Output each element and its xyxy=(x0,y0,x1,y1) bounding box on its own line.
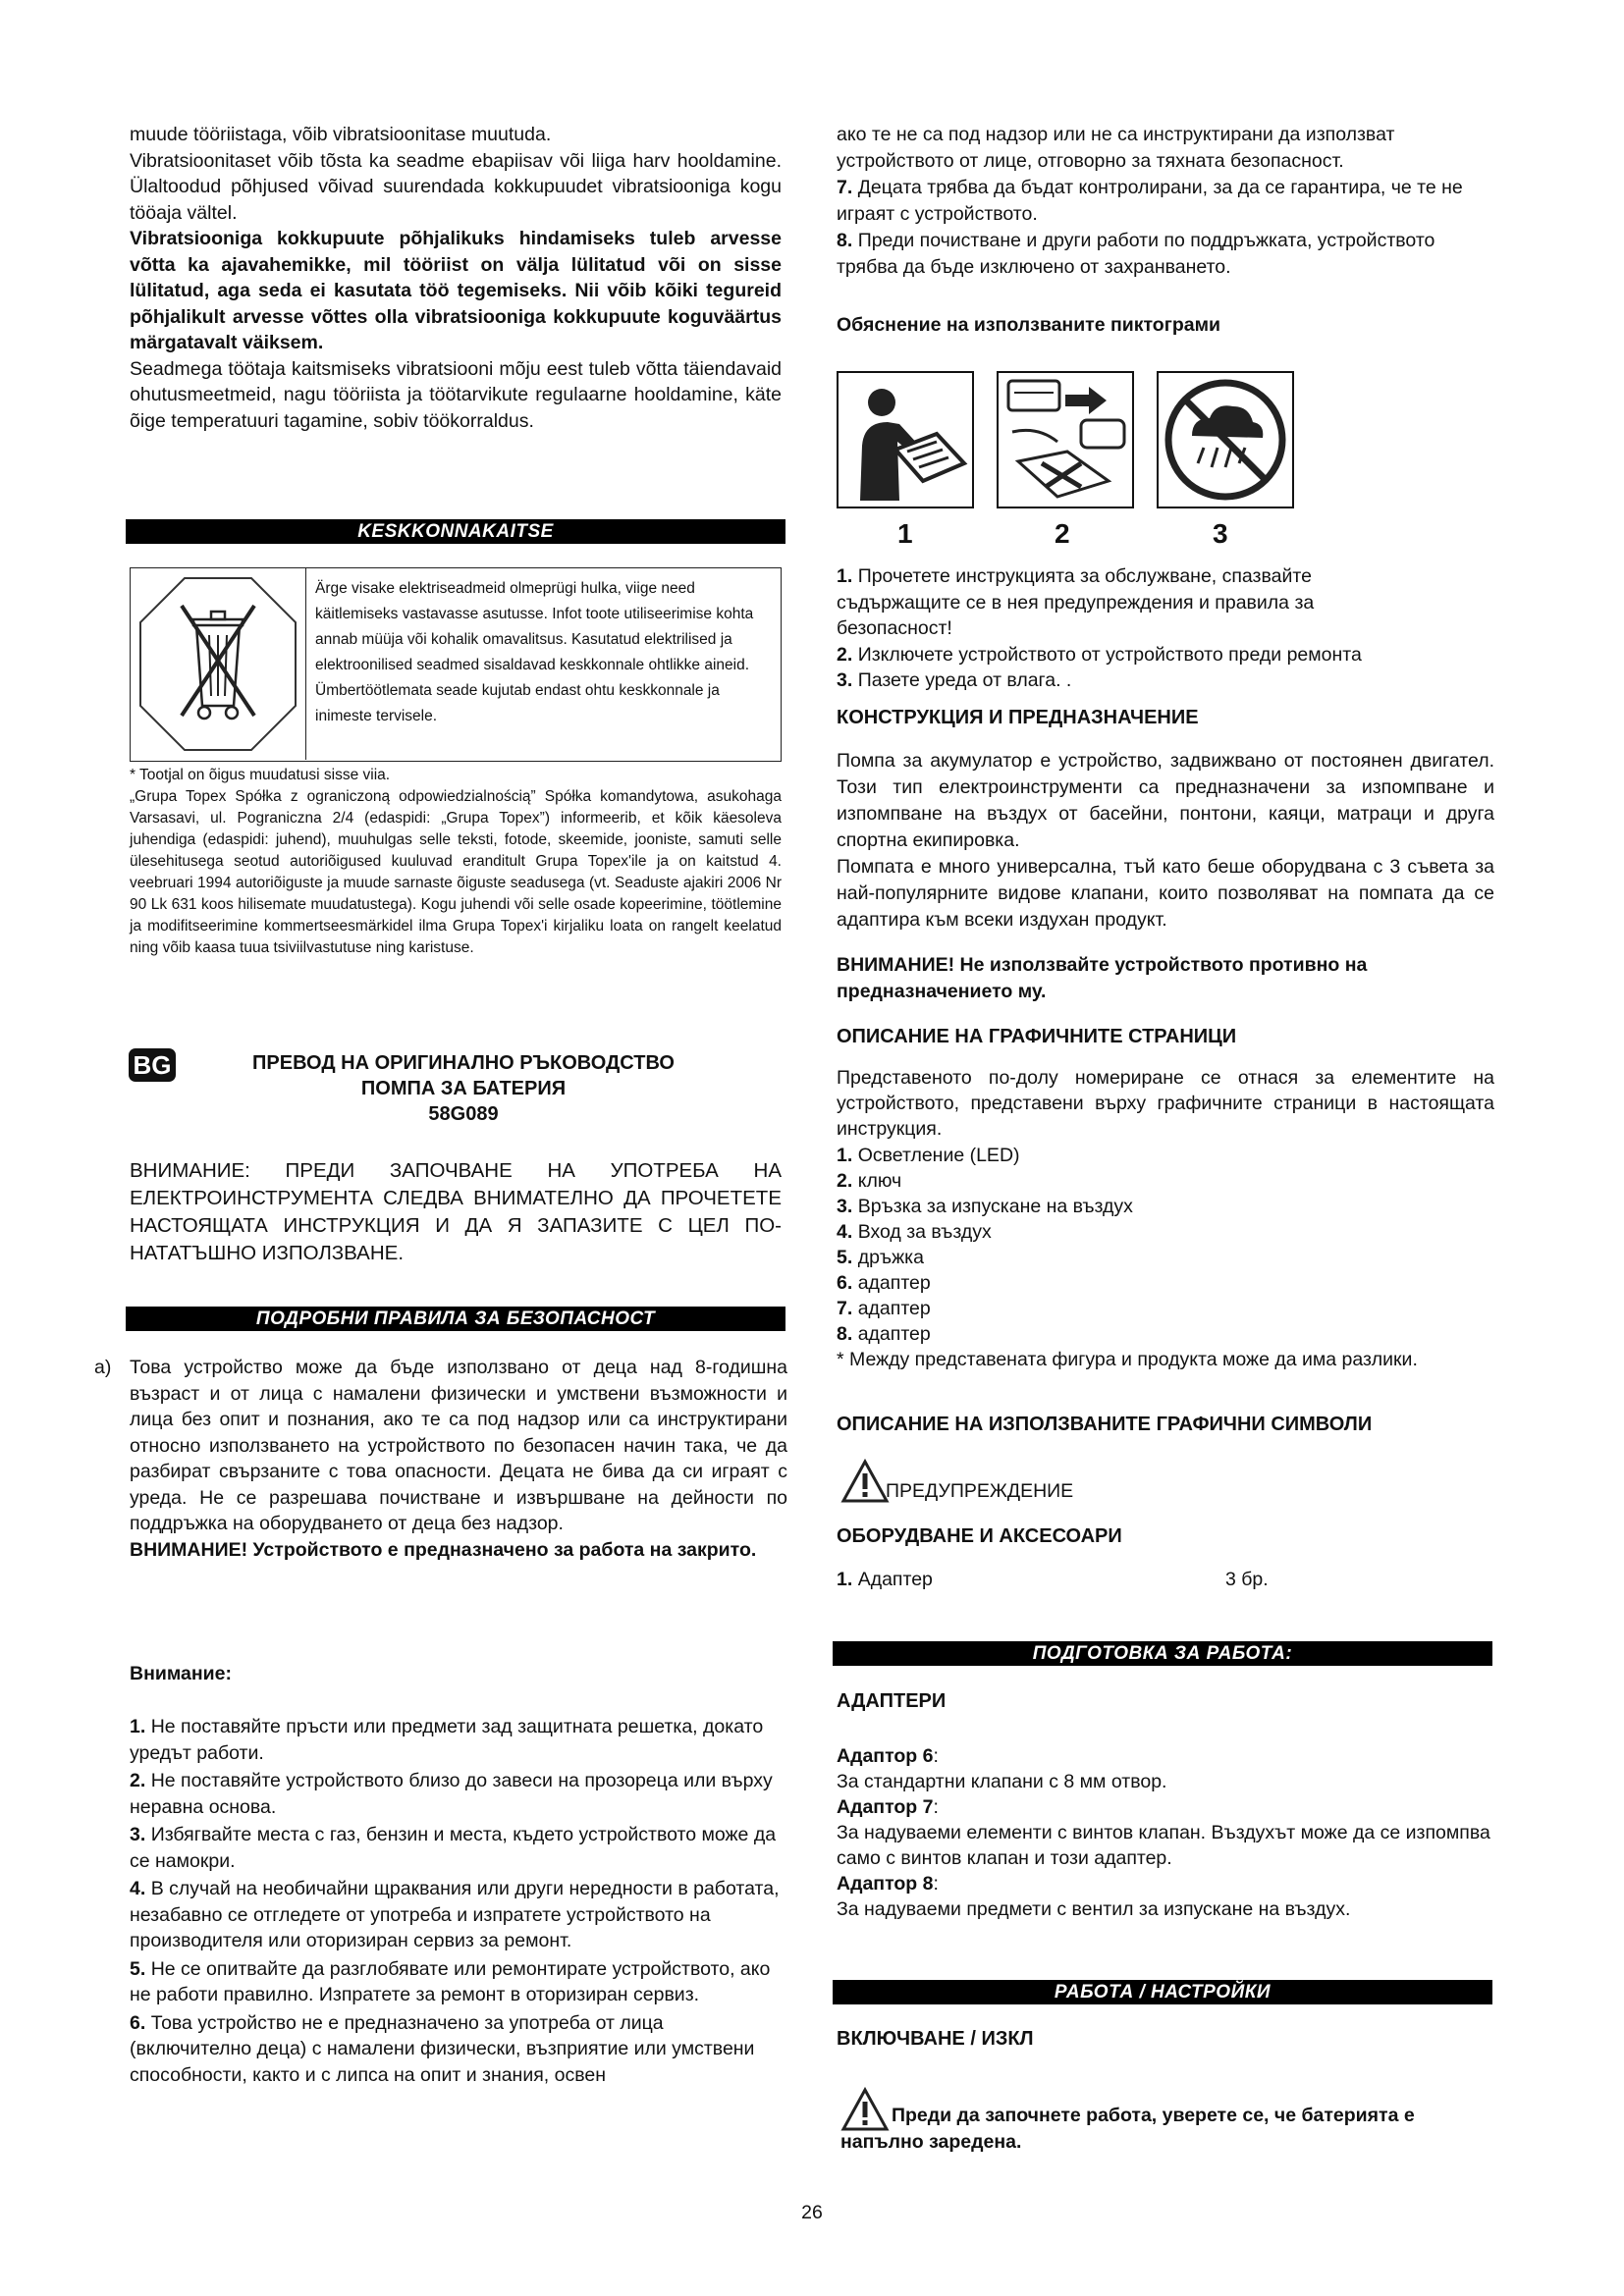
safety-list xyxy=(130,1714,782,2090)
bg-language-badge: BG xyxy=(129,1048,176,1082)
title-model: 58G089 xyxy=(428,1103,499,1125)
footnote: * Tootjal on õigus muudatusi sisse viia. xyxy=(130,767,391,783)
picto-number-2: 2 xyxy=(1055,518,1070,549)
read-manual-icon xyxy=(837,371,974,508)
right-top-list xyxy=(837,122,1494,280)
equipment-heading: ОБОРУДВАНЕ И АКСЕСОАРИ xyxy=(837,1525,1122,1547)
list-item: 6. адаптер xyxy=(837,1272,931,1294)
list-item: 5. Не се опитвайте да разглобявате или ремонтирате устройството, ако не работи правилно. Изпратете за ремонт в оторизиран сервиз. xyxy=(130,1957,771,2005)
list-item: 4. В случай на необичайни щраквания или други нередности в работата, незабавно се отгледете от употреба и изпратете устройството на производителя или оторизиран сервиз за ремонт. xyxy=(130,1878,780,1951)
symbols-heading: ОПИСАНИЕ НА ИЗПОЛЗВАНИТЕ ГРАФИЧНИ СИМВОЛИ xyxy=(837,1414,1373,1435)
adapter-label: Адаптор 7: xyxy=(837,1796,939,1818)
item-a-bold: ВНИМАНИЕ! Устройството е предназначено за работа на закрито. xyxy=(130,1538,757,1561)
env-icon-cell xyxy=(131,568,306,760)
onoff-heading: ВКЛЮЧВАНЕ / ИЗКЛ xyxy=(837,2028,1034,2050)
crossed-bin-icon xyxy=(131,568,305,760)
protect-from-moisture-icon xyxy=(1157,371,1294,508)
env-text: Ärge visake elektriseadmeid olmeprügi hulka, viige need käitlemiseks vastavasse asutusse. Infot toote utiliseerimise kohta annab müüja või kohalik omavalitsus. Kasutatud elektrilised ja elektroonilised seadmed sisaldavad keskkonnale ohtlikke aineid. Ümbertöötlemata seade kujutab endast ohtu keskkonnale ja inimeste tervisele. xyxy=(315,580,754,724)
pictogram-heading: Обяснение на използваните пиктограми xyxy=(837,314,1221,336)
vibration-intro xyxy=(130,122,782,434)
copyright-text: „Grupa Topex Spółka z ograniczoną odpowiedzialnością” Spółka komandytowa, asukohaga Varsasavi, ul. Pograniczna 2/4 (edaspidi: „Grupa Topex”) informeerib, et kõik käesoleva juhendiga (edaspidi: juhend), muuhulgas selle teksti, fotode, skeemide, jooniste, samuti selle ülesehitusega seotud autoriõigused kuuluvad eranditult Grupa Topex'ile ja on kaitstud 4. veebruari 1994 autoriõiguste ja muude sarnaste õiguste seadusega (vt. Seaduste ajakiri 2006 Nr 90 Lk 631 koos hilisemate muudatustega). Kogu juhendi või selle osade kopeerimine, töötlemine ja modifitseerimine kommertseesmärkidel ilma Grupa Topex'i kirjaliku loata on rangelt keelatud ning võib kaasa tuua tsiviilvastutuse ning karistuse. xyxy=(130,788,782,956)
list-item: 1. Прочетете инструкцията за обслужване, спазвайте съдържащите се в нея предупреждения и правила за безопасност! xyxy=(837,565,1315,639)
picto-number-1: 1 xyxy=(897,518,913,549)
adapter-desc: За надуваеми предмети с вентил за изпускане на въздух. xyxy=(837,1898,1351,1920)
graphics-heading: ОПИСАНИЕ НА ГРАФИЧНИТЕ СТРАНИЦИ xyxy=(837,1026,1237,1047)
unplug-before-repair-icon xyxy=(997,371,1134,508)
adapter-label: Адаптор 6: xyxy=(837,1745,939,1767)
parts-list xyxy=(837,1143,1494,1372)
item-a-text: Това устройство може да бъде използвано от деца над 8-годишна възраст и от лица с намалени физически и умствени възможности и лица без опит и познания, ако те са под надзор или са инструктирани относно използването на устройството по безопасен начин така, че да разбират свързаните с това опасности. Децата не бива да си играят с уреда. Не се разрешава почистване и извършване на дейности по поддръжка на оборудването от деца без надзор. xyxy=(130,1357,787,1534)
intro-bold: Vibratsiooniga kokkupuute põhjalikuks hindamiseks tuleb arvesse võtta ka ajavahemikke, mil tööriist on välja lülitatud või on sisse lülitatud, aga seda ei kasutata töö tegemiseks. Nii võib kõiki tegureid põhjalikult arvesse võttes olla vibratsiooniga kokkupuute koguväärtus märgatavalt väiksem. xyxy=(130,228,782,353)
warning-label: ПРЕДУПРЕЖДЕНИЕ xyxy=(886,1480,1074,1502)
intro-after: Seadmega töötaja kaitsmiseks vibratsiooni mõju eest tuleb võtta täiendavaid ohutusmeetmeid, nagu tööriista ja töötarvikute regulaarne hooldamine, käte õige temperatuuri tagamine, sobiv töökorraldus. xyxy=(130,357,782,432)
list-item: 8. адаптер xyxy=(837,1323,931,1345)
list-item: 3. Пазете уреда от влага. . xyxy=(837,669,1072,691)
item-a-block xyxy=(130,1355,787,1563)
list-item: 3. Връзка за изпускане на въздух xyxy=(837,1196,1133,1217)
continuation-text: ако те не са под надзор или не са инструктирани да използват устройството от лице, отговорно за тяхната безопасност. xyxy=(837,124,1395,172)
list-item: 8. Преди почистване и други работи по поддръжката, устройството трябва да бъде изключено от захранването. xyxy=(837,230,1435,278)
construction-text xyxy=(837,748,1494,934)
list-item: 6. Това устройство не е предназначено за употреба от лица (включително деца) с намалени физически, възприятие или умствени способности, както и с липса на опит и знания, освен xyxy=(130,2011,755,2086)
list-item: 4. Вход за въздух xyxy=(837,1221,992,1243)
adapters-list xyxy=(837,1743,1494,1922)
construction-warning: ВНИМАНИЕ! Не използвайте устройството противно на предназначението му. xyxy=(837,954,1368,1002)
env-box xyxy=(130,567,782,762)
construction-p1: Помпа за акумулатор е устройство, задвижвано от постоянен двигател. Този тип електроинструменти са предназначени за изпомпване и изпомпване на въздух от басейни, понтони, каяци, матраци и друга спортна екипировка. xyxy=(837,750,1494,851)
list-item: 2. Не поставяйте устройството близо до завеси на прозореца или върху неравна основа. xyxy=(130,1770,773,1818)
adapter-desc: За надуваеми елементи с винтов клапан. Въздухът може да се изпомпва само с винтов клапан и този адаптер. xyxy=(837,1822,1490,1869)
title-line-2: ПОМПА ЗА БАТЕРИЯ xyxy=(360,1078,567,1099)
list-item: 2. ключ xyxy=(837,1170,902,1192)
safety-section-bar: ПОДРОБНИ ПРАВИЛА ЗА БЕЗОПАСНОСТ xyxy=(126,1307,785,1331)
adapters-heading: АДАПТЕРИ xyxy=(837,1690,947,1712)
final-warning-text: Преди да започнете работа, уверете се, че батерията е напълно заредена. xyxy=(840,2105,1415,2153)
pictogram-list xyxy=(837,563,1426,694)
list-item: 2. Изключете устройството от устройството преди ремонта xyxy=(837,643,1362,666)
parts-note: * Между представената фигура и продукта може да има разлики. xyxy=(837,1349,1418,1370)
attention-notice: ВНИМАНИЕ: ПРЕДИ ЗАПОЧВАНЕ НА УПОТРЕБА НА ЕЛЕКТРОИНСТРУМЕНТА СЛЕДВА ВНИМАТЕЛНО ДА ПРОЧЕТЕТЕ НАСТОЯЩАТА ИНСТРУКЦИЯ И ДА Я ЗАПАЗИТЕ С ЦЕЛ ПО-НАТАТЪШНО ИЗПОЛЗВАНЕ. xyxy=(130,1159,782,1264)
warning-triangle-icon xyxy=(840,1459,890,1504)
warning-triangle-icon xyxy=(840,2087,890,2132)
attention-heading: Внимание: xyxy=(130,1663,232,1684)
equipment-number: 1. xyxy=(837,1569,853,1590)
equipment-qty: 3 бр. xyxy=(1225,1569,1269,1590)
document-title xyxy=(169,1050,758,1127)
page-number: 26 xyxy=(801,2202,823,2223)
list-item: 7. Децата трябва да бъдат контролирани, за да се гарантира, че те не играят с устройството. xyxy=(837,177,1463,225)
adapter-desc: За стандартни клапани с 8 мм отвор. xyxy=(837,1771,1167,1792)
graphics-intro: Представеното по-долу номериране се отнася за елементите на устройството, представени върху графичните страници в настоящата инструкция. xyxy=(837,1067,1494,1140)
item-a-label: а) xyxy=(94,1357,112,1378)
work-section-bar: РАБОТА / НАСТРОЙКИ xyxy=(833,1980,1492,2004)
list-item: 1. Осветление (LED) xyxy=(837,1145,1020,1166)
list-item: 3. Избягвайте места с газ, бензин и места, където устройството може да се намокри. xyxy=(130,1824,777,1872)
construction-heading: КОНСТРУКЦИЯ И ПРЕДНАЗНАЧЕНИЕ xyxy=(837,707,1199,728)
prep-section-bar: ПОДГОТОВКА ЗА РАБОТА: xyxy=(833,1641,1492,1666)
list-item: 7. адаптер xyxy=(837,1298,931,1319)
construction-p2: Помпата е много универсална, тъй като беше оборудвана с 3 съвета за най-популярните видове клапани, които позволяват на помпата да се адаптира към всеки издухан продукт. xyxy=(837,856,1494,931)
title-line-1: ПРЕВОД НА ОРИГИНАЛНО РЪКОВОДСТВО xyxy=(252,1052,675,1074)
env-section-bar: KESKKONNAKAITSE xyxy=(126,519,785,544)
picto-number-3: 3 xyxy=(1213,518,1228,549)
list-item: 5. дръжка xyxy=(837,1247,924,1268)
equipment-name: Адаптер xyxy=(857,1569,933,1590)
equipment-row xyxy=(837,1567,1327,1593)
intro-line-2: Vibratsioonitaset võib tõsta ka seadme ebapiisav või liiga harv hooldamine. Ülaltoodud põhjused võivad suurendada kokkupuudet vibratsiooniga kogu tööaja vältel. xyxy=(130,149,782,224)
adapter-label: Адаптор 8: xyxy=(837,1873,939,1895)
final-warning-row xyxy=(840,2087,1494,2155)
intro-line-1: muude tööriistaga, võib vibratsioonitase muutuda. xyxy=(130,124,552,145)
list-item: 1. Не поставяйте пръсти или предмети зад защитната решетка, докато уредът работи. xyxy=(130,1716,764,1764)
